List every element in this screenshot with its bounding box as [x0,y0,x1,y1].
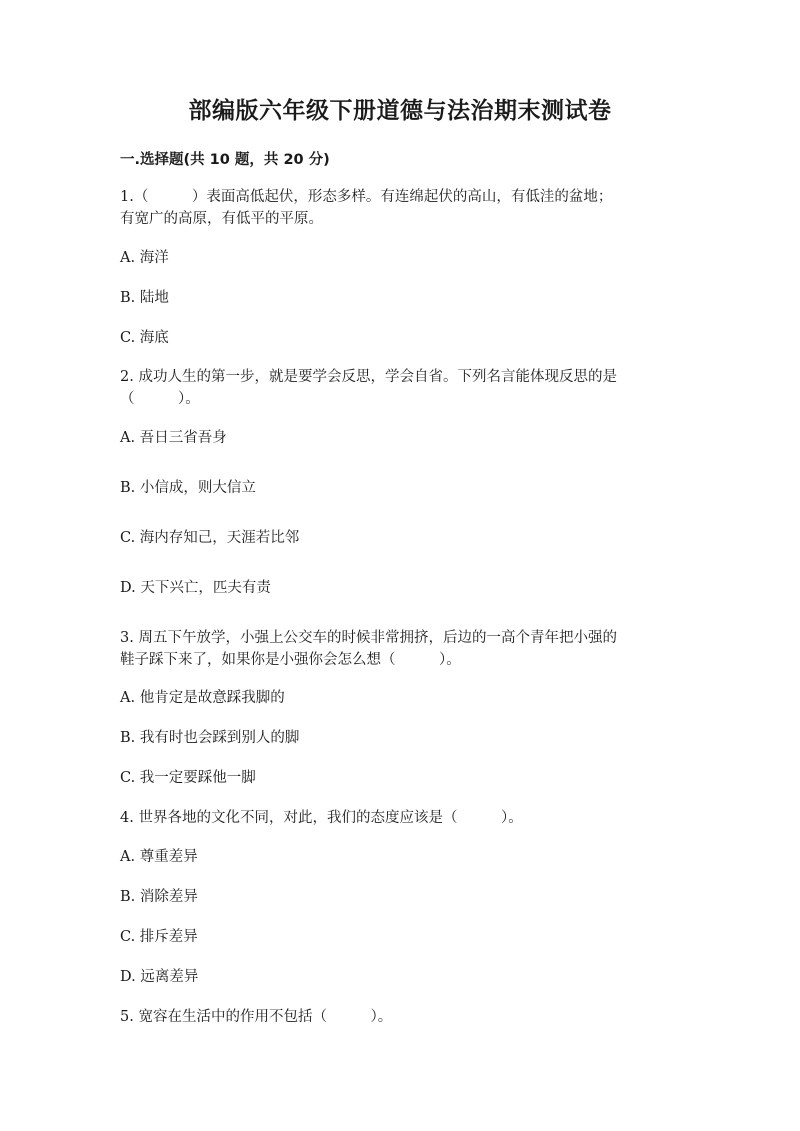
question-4-option-d: D. 远离差异 [120,969,199,985]
question-2-option-c: C. 海内存知己，天涯若比邻 [120,530,300,546]
question-3-option-c: C. 我一定要踩他一脚 [120,770,256,786]
question-3-option-b: B. 我有时也会踩到别人的脚 [120,730,300,746]
question-5-stem-line-1: 5. 宽容在生活中的作用不包括（ ）。 [120,1009,393,1025]
question-4-option-b: B. 消除差异 [120,889,198,905]
question-3-option-a: A. 他肯定是故意踩我脚的 [120,690,285,706]
question-3-stem-line-2: 鞋子踩下来了，如果你是小强你会怎么想（ ）。 [120,652,461,668]
question-2-option-b: B. 小信成，则大信立 [120,480,256,496]
question-4-option-a: A. 尊重差异 [120,849,198,865]
question-2-stem-line-2: （ ）。 [120,391,200,407]
question-4-option-c: C. 排斥差异 [120,929,198,945]
question-3-stem-line-1: 3. 周五下午放学，小强上公交车的时候非常拥挤，后边的一高个青年把小强的 [120,630,617,646]
question-2-option-a: A. 吾日三省吾身 [120,430,227,446]
question-1-option-c: C. 海底 [120,330,169,346]
question-1-option-b: B. 陆地 [120,290,169,306]
question-1-option-a: A. 海洋 [120,250,169,266]
document-title: 部编版六年级下册道德与法治期末测试卷 [188,98,612,124]
question-1-stem-line-2: 有宽广的高原，有低平的平原。 [120,211,323,227]
question-4-stem-line-1: 4. 世界各地的文化不同，对此，我们的态度应该是（ ）。 [120,810,523,826]
question-2-stem-line-1: 2. 成功人生的第一步，就是要学会反思，学会自省。下列名言能体现反思的是 [120,369,617,385]
question-2-option-d: D. 天下兴亡，匹夫有责 [120,580,271,596]
section-heading: 一.选择题(共 10 题，共 20 分) [120,152,330,168]
question-1-stem-line-1: 1.（ ）表面高低起伏，形态多样。有连绵起伏的高山，有低洼的盆地； [120,189,613,205]
